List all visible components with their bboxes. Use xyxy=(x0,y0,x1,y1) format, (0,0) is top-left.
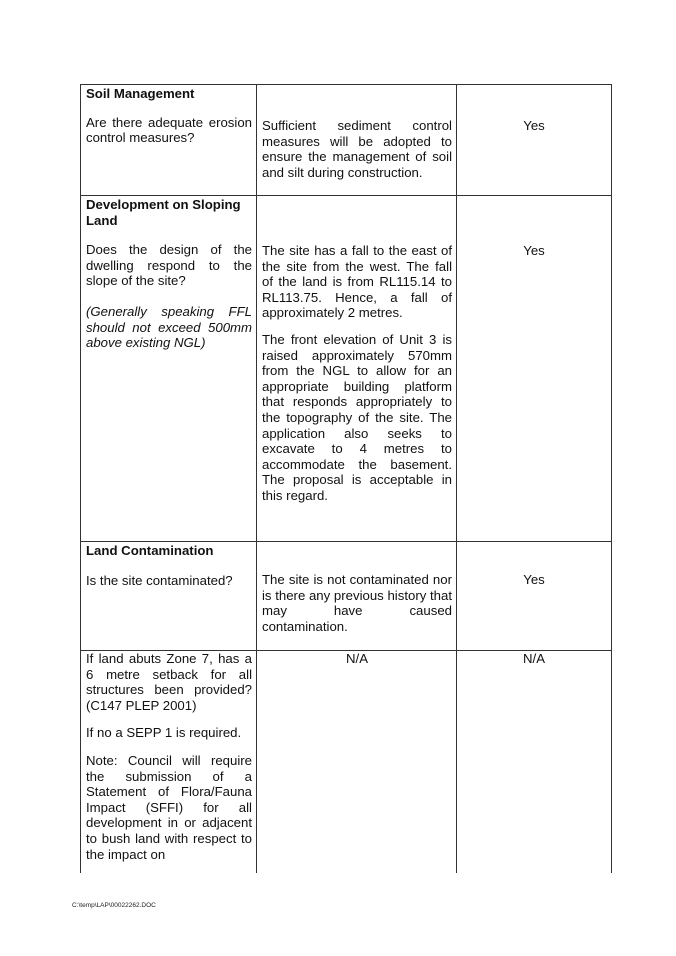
table-row-zone-7 xyxy=(81,651,611,873)
compliance-value: N/A xyxy=(523,651,545,666)
response-text: N/A xyxy=(346,651,368,666)
criteria-question: Are there adequate erosion control measures? xyxy=(86,114,252,146)
response-cell xyxy=(257,542,457,650)
criteria-question: Does the design of the dwelling respond to the slope of the site? xyxy=(86,242,252,289)
response-text: The site is not contaminated nor is there any previous history that may have caused contamination. xyxy=(262,572,452,634)
response-text: Sufficient sediment control measures will be adopted to ensure the management of soil and silt during construction. xyxy=(262,118,452,180)
criteria-cell xyxy=(81,542,257,650)
compliance-cell xyxy=(457,542,611,650)
criteria-question: Is the site contaminated? xyxy=(86,572,233,588)
table-row-soil-management xyxy=(81,85,611,196)
criteria-cell xyxy=(81,196,257,541)
section-heading: Land Contamination xyxy=(86,543,214,558)
compliance-value: Yes xyxy=(523,572,545,587)
criteria-note: Note: Council will require the submission of a Statement of Flora/Fauna Impact (SFFI) for all development in or adjacent to bush land with respect to the impact on xyxy=(86,752,252,862)
criteria-cell xyxy=(81,85,257,195)
compliance-value: Yes xyxy=(523,243,545,258)
compliance-cell xyxy=(457,651,611,873)
assessment-table xyxy=(80,84,612,873)
table-row-sloping-land xyxy=(81,196,611,542)
table-row-land-contamination xyxy=(81,542,611,651)
response-text: The front elevation of Unit 3 is raised approximately 570mm from the NGL to allow for an appropriate building platform that responds appropriately to the topography of the site. The application also seeks to excavate to 4 metres to accommodate the basement. The proposal is acceptable in this regard. xyxy=(262,331,452,503)
compliance-cell xyxy=(457,85,611,195)
response-text: The site has a fall to the east of the site from the west. The fall of the land is from RL115.14 to RL113.75. Hence, a fall of approximately 2 metres. xyxy=(262,243,452,321)
criteria-question: If land abuts Zone 7, has a 6 metre setback for all structures been provided? (C147 PLEP 2001) xyxy=(86,651,252,713)
response-cell xyxy=(257,196,457,541)
response-cell xyxy=(257,85,457,195)
compliance-cell xyxy=(457,196,611,541)
section-heading: Development on Sloping Land xyxy=(86,197,241,228)
footer-file-path: C:\temp\LAP\00022262.DOC xyxy=(72,902,156,909)
section-heading: Soil Management xyxy=(86,86,195,101)
response-cell xyxy=(257,651,457,873)
compliance-value: Yes xyxy=(523,118,545,133)
criteria-note: (Generally speaking FFL should not exceed 500mm above existing NGL) xyxy=(86,303,252,351)
criteria-sepp-note: If no a SEPP 1 is required. xyxy=(86,725,242,741)
criteria-cell xyxy=(81,651,257,873)
